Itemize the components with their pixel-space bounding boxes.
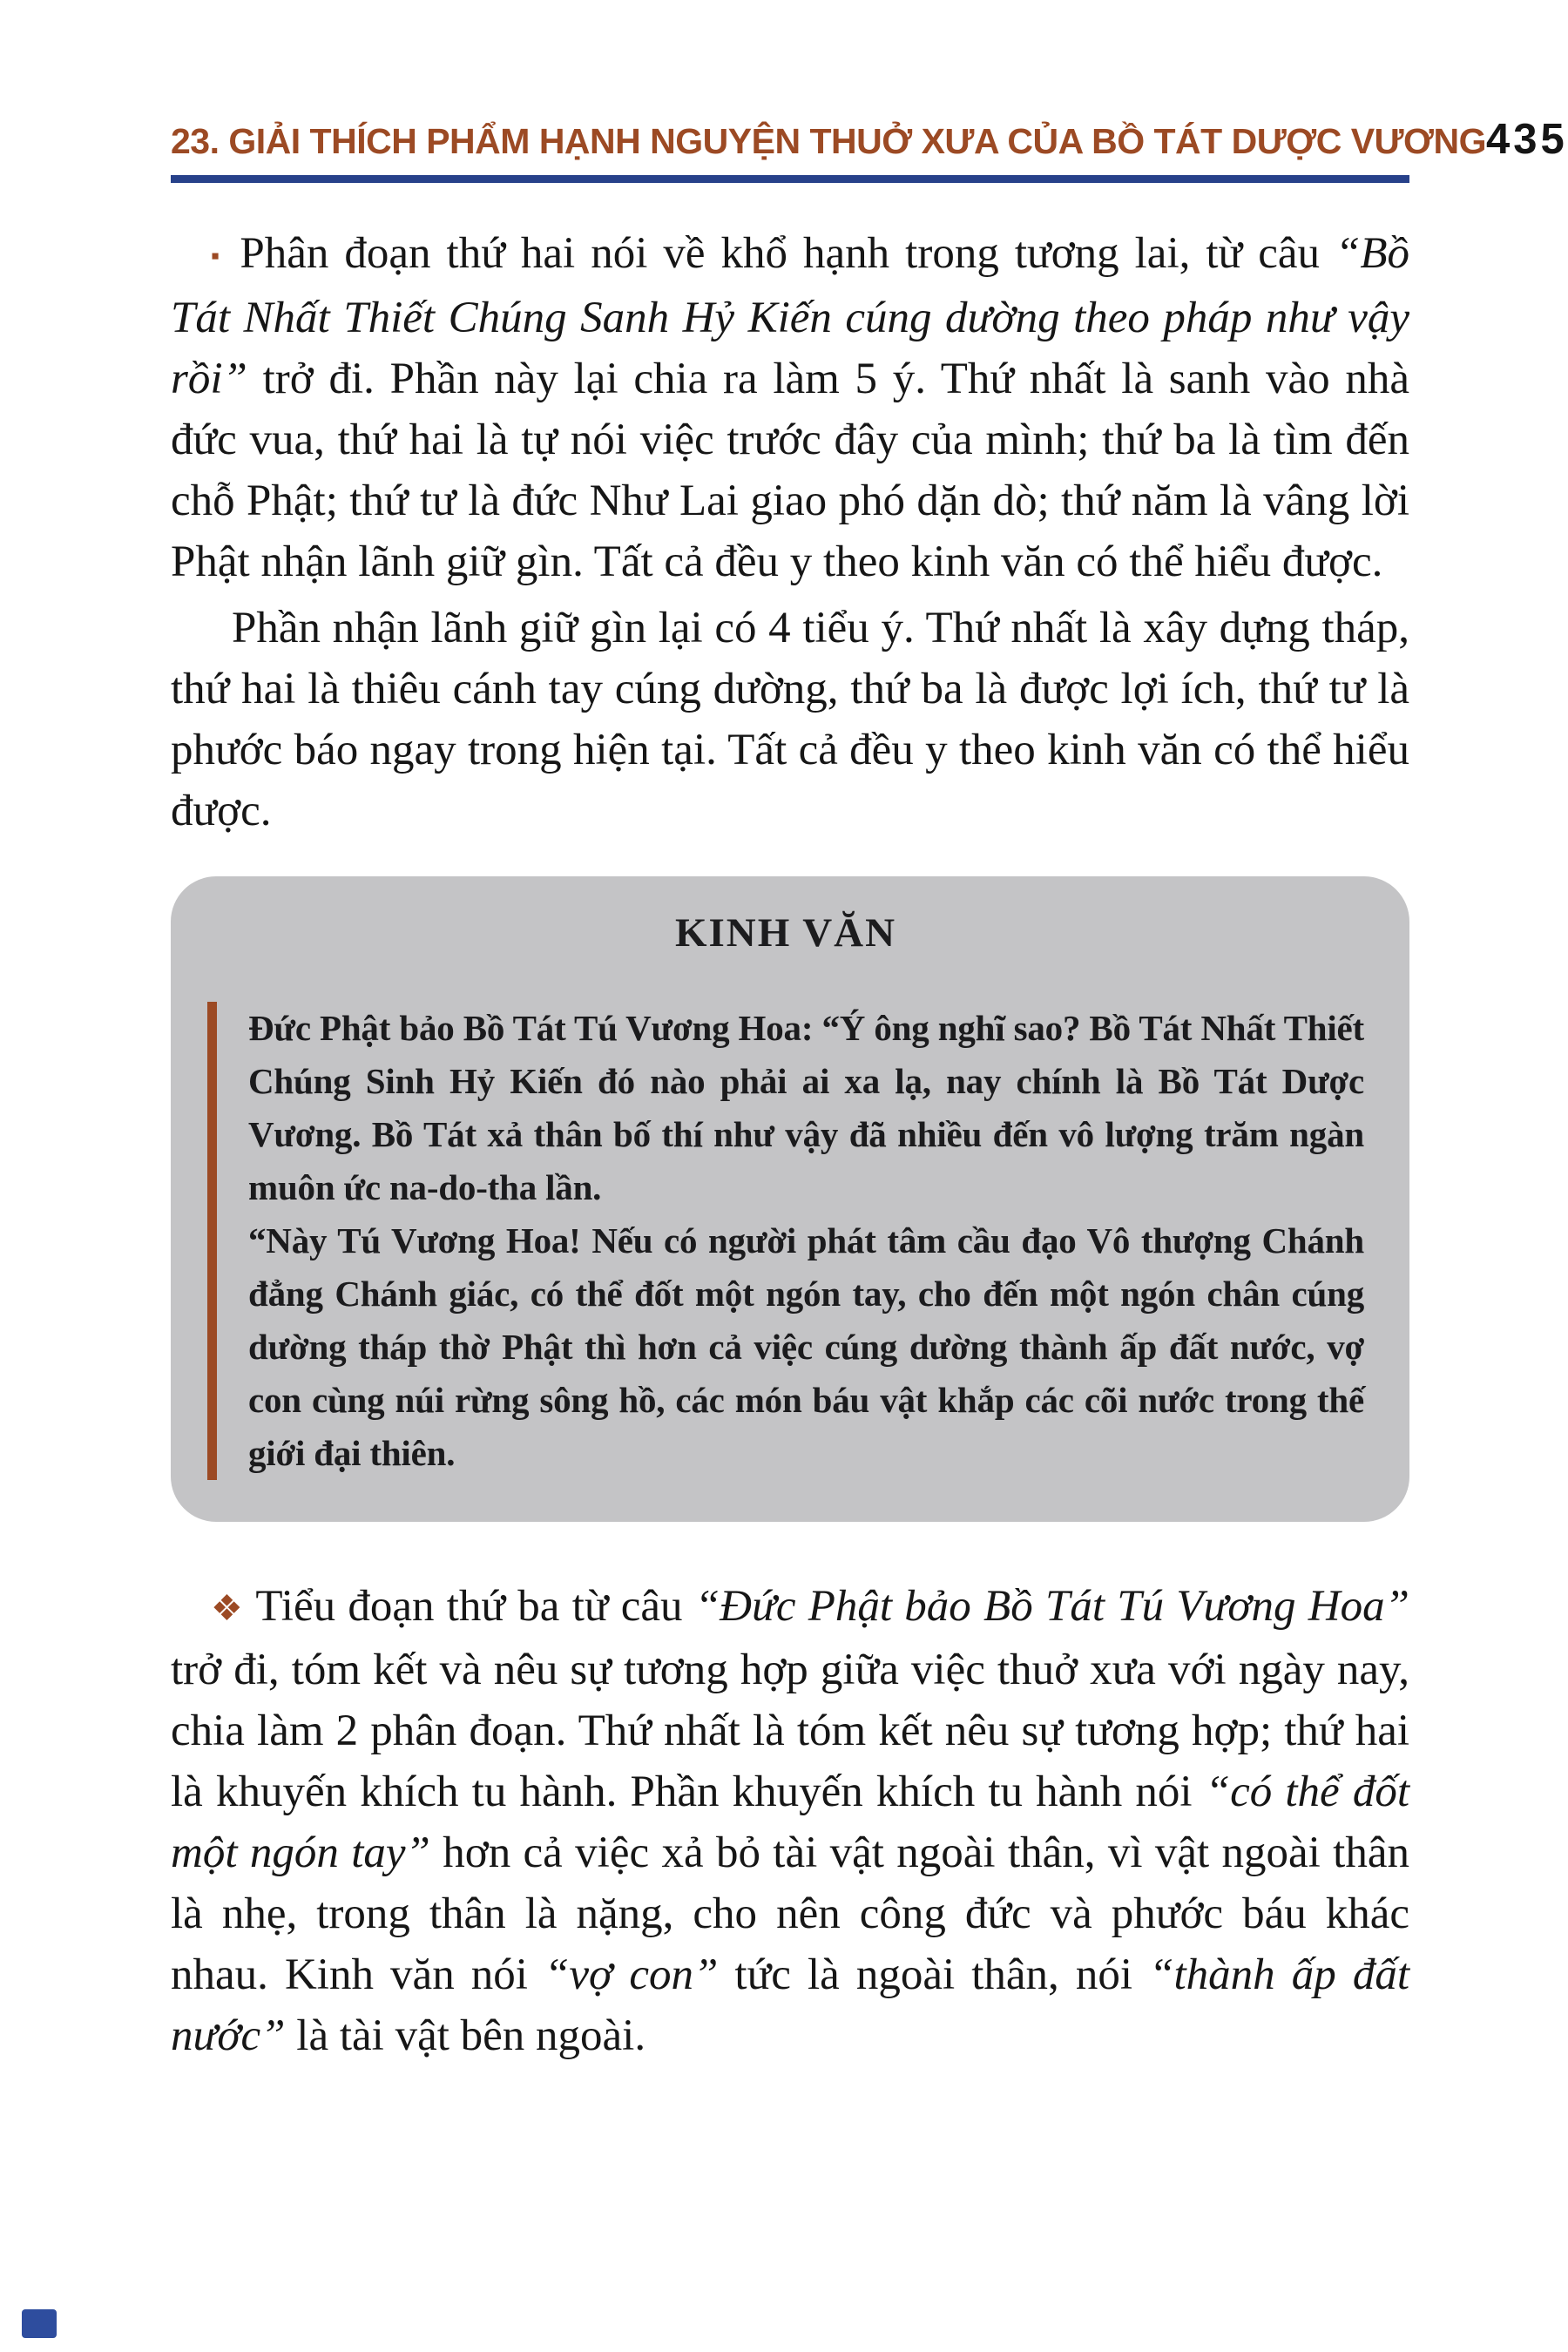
text-run: “vợ con” [544, 1950, 719, 2000]
text-run: trở đi. Phần này lại chia ra làm 5 ý. Thứ nhất là sanh vào nhà đức vua, thứ hai là tự nói việc trước đây của mình; thứ ba là tìm đến chỗ Phật; thứ tư là đức Như Lai giao phó dặn dò; thứ năm là vâng lời Phật nhận lãnh giữ gìn. Tất cả đều y theo kinh văn có thể hiểu được. [171, 355, 1409, 587]
text-run: “thành ấp đất nước” [171, 1950, 1410, 2061]
text-run: Tiểu đoạn thứ ba từ câu [244, 1582, 695, 1632]
paragraph-commentary-2 [171, 598, 1409, 841]
text-run: “có thể đốt một ngón tay” [171, 1767, 1409, 1878]
text-run: hơn cả việc xả bỏ tài vật ngoài thân, vì vật ngoài thân là nhẹ, trong thân là nặng, cho nên công đức và phước báu khác nhau. Kinh văn nói [171, 1828, 1409, 2000]
scripture-paragraph: “Này Tú Vương Hoa! Nếu có người phát tâm cầu đạo Vô thượng Chánh đẳng Chánh giác, có thể đốt một ngón tay, cho đến một ngón chân cúng dường tháp thờ Phật thì hơn cả việc cúng dường thành ấp đất nước, vợ con cùng núi rừng sông hồ, các món báu vật khắp các cõi nước trong thế giới đại thiên. [248, 1220, 1364, 1474]
corner-decoration [22, 2309, 57, 2338]
paragraph-commentary-1 [171, 223, 1409, 592]
header-rule [171, 175, 1409, 183]
page-header [171, 116, 1568, 163]
text-run: trở đi, tóm kết và nêu sự tương hợp giữa việc thuở xưa với ngày nay, chia làm 2 phân đoạn. Thứ nhất là tóm kết nêu sự tương hợp; thứ hai là khuyến khích tu hành. Phần khuyến khích tu hành nói [171, 1646, 1409, 1817]
scripture-paragraph: Đức Phật bảo Bồ Tát Tú Vương Hoa: “Ý ông nghĩ sao? Bồ Tát Nhất Thiết Chúng Sinh Hỷ Kiến đó nào phải ai xa lạ, nay chính là Bồ Tát Dược Vương. Bồ Tát xả thân bố thí như vậy đã nhiều đến vô lượng trăm ngàn muôn ức na-do-tha lần. [248, 1008, 1364, 1208]
text-run: “Đức Phật bảo Bồ Tát Tú Vương Hoa” [694, 1582, 1410, 1632]
square-bullet-icon: ▪ [211, 243, 225, 271]
diamond-bullet-icon: ❖ [211, 1589, 245, 1629]
text-run: Phần nhận lãnh giữ gìn lại có 4 tiểu ý. Thứ nhất là xây dựng tháp, thứ hai là thiêu cánh tay cúng dường, thứ ba là được lợi ích, thứ tư là phước báo ngay trong hiện tại. Tất cả đều y theo kinh văn có thể hiểu được. [171, 604, 1409, 836]
text-run: “Bồ Tát Nhất Thiết Chúng Sanh Hỷ Kiến cúng dường theo pháp như vậy rồi” [171, 229, 1410, 404]
page-number: 435 [1486, 116, 1568, 163]
text-run: Phân đoạn thứ hai nói về khổ hạnh trong tương lai, từ câu [224, 229, 1335, 278]
kinh-van-heading: KINH VĂN [674, 910, 897, 956]
text-column [171, 223, 1409, 2066]
text-run: là tài vật bên ngoài. [285, 2011, 646, 2061]
paragraph-commentary-3 [171, 1576, 1409, 2066]
chapter-title: 23. GIẢI THÍCH PHẨM HẠNH NGUYỆN THUỞ XƯA CỦA BỒ TÁT DƯỢC VƯƠNG [171, 120, 1487, 161]
kinh-van-box [171, 876, 1409, 1522]
text-run: tức là ngoài thân, nói [718, 1950, 1150, 2000]
scripture-quote [207, 1002, 1364, 1480]
